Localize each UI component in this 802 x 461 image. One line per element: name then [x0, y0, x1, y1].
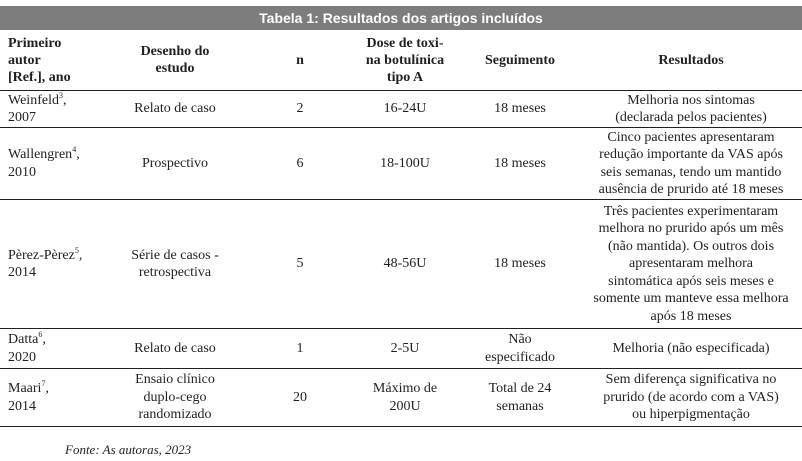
- cell-author: Maari$^7$, 2014: [0, 369, 100, 427]
- reference-number: 4: [72, 145, 77, 154]
- cell-n: 1: [250, 329, 350, 369]
- header-author: [0, 30, 100, 91]
- author-year: 2020: [8, 349, 36, 365]
- reference-number: 5: [74, 245, 79, 255]
- header-results-line: Resultados: [658, 52, 724, 68]
- dose-line: 200U: [389, 398, 421, 414]
- followup-line: 18 meses: [494, 155, 546, 171]
- results-line: ausência de prurido até 18 meses: [598, 182, 784, 197]
- cell-results: [580, 200, 802, 329]
- cell-design: [100, 91, 250, 128]
- design-line: Relato de caso: [134, 340, 216, 356]
- cell-results: [580, 329, 802, 369]
- design-line: Relato de caso: [134, 101, 216, 117]
- design-line: Ensaio clínico: [135, 372, 215, 388]
- header-results: [580, 30, 802, 91]
- design-line: duplo-cego: [143, 389, 207, 405]
- header-design-line: estudo: [155, 61, 195, 76]
- cell-design: [100, 369, 250, 427]
- header-followup: [460, 30, 580, 91]
- results-line: seis semanas, tendo um mantido: [600, 164, 782, 180]
- dose-line: 18-100U: [380, 155, 430, 171]
- dose-line: Máximo de: [372, 381, 438, 396]
- header-followup-line: Seguimento: [485, 52, 555, 68]
- cell-dose: [350, 128, 460, 200]
- followup-line: Total de 24: [488, 381, 552, 396]
- results-line: Cinco pacientes apresentaram: [607, 129, 775, 145]
- dose-line: 16-24U: [383, 101, 427, 117]
- cell-followup: [460, 329, 580, 369]
- cell-results: [580, 128, 802, 200]
- results-line: Três pacientes experimentaram: [603, 203, 779, 219]
- design-line: retrospectiva: [138, 265, 212, 280]
- cell-n: 5: [250, 200, 350, 329]
- cell-followup: [460, 200, 580, 329]
- results-line: apresentaram melhora: [629, 256, 753, 272]
- author-year: 2007: [8, 110, 36, 125]
- cell-followup: [460, 91, 580, 128]
- cell-results: [580, 91, 802, 128]
- results-line: após 18 meses: [650, 308, 732, 324]
- results-line: (declarada pelos pacientes): [615, 110, 767, 125]
- results-table: [0, 30, 802, 427]
- table-row: [0, 91, 802, 128]
- cell-n: 6: [250, 128, 350, 200]
- header-dose: [350, 30, 460, 91]
- author-name: Maari: [8, 381, 42, 396]
- cell-design: [100, 128, 250, 200]
- cell-author: Pèrez-Pèrez$^5$, 2014: [0, 200, 100, 329]
- design-line: randomizado: [138, 407, 212, 423]
- cell-dose: [350, 91, 460, 128]
- header-dose-line: tipo A: [386, 69, 424, 85]
- design-line: Série de casos -: [131, 247, 219, 263]
- cell-dose: [350, 200, 460, 329]
- table-row: [0, 369, 802, 427]
- table-header-row: [0, 30, 802, 91]
- header-design-line: Desenho do: [140, 44, 210, 59]
- cell-dose: [350, 329, 460, 369]
- header-n: [250, 30, 350, 91]
- author-year: 2014: [8, 265, 36, 280]
- table-row: [0, 329, 802, 369]
- header-n-line: n: [296, 52, 304, 68]
- followup-line: Não: [508, 332, 532, 347]
- followup-line: 18 meses: [494, 256, 546, 272]
- header-design: [100, 30, 250, 91]
- author-year: 2014: [8, 398, 36, 414]
- results-line: sintomática após seis meses e: [608, 273, 774, 289]
- cell-author: Datta$^6$, 2020: [0, 329, 100, 369]
- design-line: Prospectivo: [141, 155, 209, 171]
- author-name: Weinfeld: [8, 92, 59, 108]
- author-name: Datta: [8, 332, 39, 347]
- results-line: Sem diferença significativa no: [605, 372, 777, 388]
- followup-line: semanas: [496, 398, 544, 414]
- header-dose-line: na botulínica: [365, 52, 445, 68]
- cell-dose: [350, 369, 460, 427]
- followup-line: especificado: [485, 349, 555, 365]
- cell-author: Wallengren$^4$, 2010: [0, 128, 100, 200]
- table-source-note: Fonte: As autoras, 2023: [65, 442, 192, 457]
- cell-design: [100, 200, 250, 329]
- author-name: Pèrez-Pèrez: [8, 247, 75, 263]
- table-row: [0, 200, 802, 329]
- results-line: redução importante da VAS após: [599, 147, 783, 162]
- cell-design: [100, 329, 250, 369]
- header-author-line: autor: [8, 52, 41, 68]
- cell-followup: [460, 369, 580, 427]
- results-line: Melhoria nos sintomas: [627, 92, 755, 108]
- dose-line: 2-5U: [390, 340, 420, 356]
- reference-number: 7: [41, 379, 46, 388]
- results-line: ou hiperpigmentação: [632, 407, 750, 423]
- cell-n: 20: [250, 369, 350, 427]
- dose-line: 48-56U: [383, 256, 427, 272]
- author-year: 2010: [8, 164, 36, 180]
- results-line: Melhoria (não especificada): [612, 340, 770, 356]
- cell-results: [580, 369, 802, 427]
- table-row: [0, 128, 802, 200]
- results-line: (não mantida). Os outros dois: [607, 238, 775, 254]
- cell-followup: [460, 128, 580, 200]
- table-title: Tabela 1: Resultados dos artigos incluídos: [0, 6, 802, 30]
- cell-n: 2: [250, 91, 350, 128]
- reference-number: 6: [38, 330, 43, 339]
- header-author-line: Primeiro: [8, 35, 62, 51]
- reference-number: 3: [58, 90, 63, 100]
- header-dose-line: Dose de toxi-: [366, 35, 444, 51]
- followup-line: 18 meses: [494, 101, 546, 117]
- results-line: melhora no prurido após um mês: [598, 221, 784, 237]
- cell-author: Weinfeld$^3$, 2007: [0, 91, 100, 128]
- author-name: Wallengren: [8, 147, 73, 162]
- results-line: prurido (de acordo com a VAS): [603, 389, 779, 405]
- header-author-line: [Ref.], ano: [8, 69, 71, 85]
- results-line: somente um manteve essa melhora: [593, 291, 789, 307]
